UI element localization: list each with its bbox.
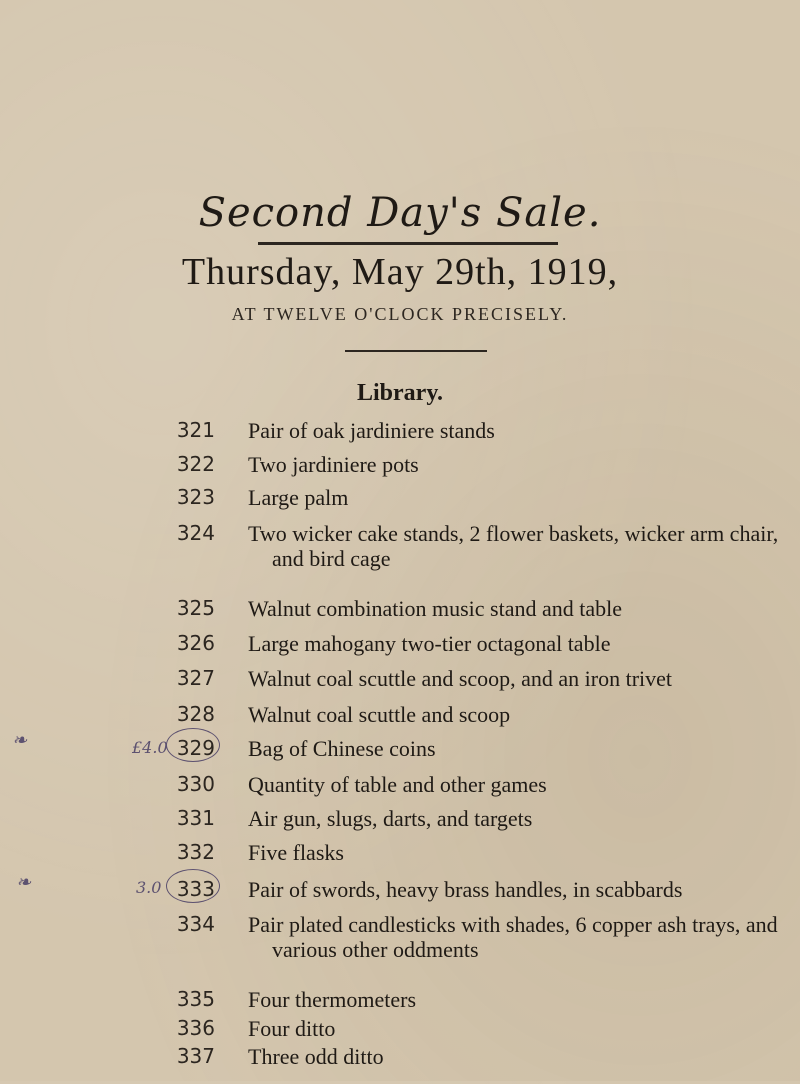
lot-description-continued: various other oddments xyxy=(272,937,479,962)
lot-item xyxy=(0,596,800,636)
lot-description-line: Pair plated candlesticks with shades, 6 copper ash trays, and xyxy=(248,912,778,937)
lot-item xyxy=(0,736,800,776)
lot-description: Quantity of table and other games xyxy=(248,772,547,797)
sale-time: AT TWELVE O'CLOCK PRECISELY. xyxy=(231,304,569,324)
lot-description: Bag of Chinese coins xyxy=(248,736,436,761)
lot-number: 331 xyxy=(176,806,215,830)
lot-329-circle xyxy=(166,728,220,762)
time-rule xyxy=(345,350,487,352)
lot-description: Four ditto xyxy=(248,1016,336,1041)
lot-333-price-note: 3.0 xyxy=(136,878,162,897)
lot-item xyxy=(0,912,800,972)
lot-333-margin-mark-icon: ❧ xyxy=(16,872,32,893)
lot-329-price-note: £4.0 xyxy=(132,738,168,757)
lot-description-line: Two wicker cake stands, 2 flower baskets, wicker arm chair, xyxy=(248,521,779,546)
lot-item xyxy=(0,1044,800,1084)
lot-item xyxy=(0,631,800,671)
title-rule xyxy=(258,242,558,245)
lot-description: Three odd ditto xyxy=(248,1044,384,1069)
lot-number: 333 xyxy=(176,877,215,901)
lot-description: Walnut combination music stand and table xyxy=(248,596,622,621)
lot-number: 334 xyxy=(176,912,215,936)
lot-number: 324 xyxy=(176,521,215,545)
lot-number: 330 xyxy=(176,772,215,796)
lot-description: Walnut coal scuttle and scoop, and an iron trivet xyxy=(248,666,673,691)
lot-item xyxy=(0,840,800,880)
lot-number: 323 xyxy=(176,485,215,509)
lot-item xyxy=(0,521,800,581)
lot-description: Air gun, slugs, darts, and targets xyxy=(248,806,533,831)
lot-description-continued: and bird cage xyxy=(272,546,391,571)
sale-title: Second Day's Sale. xyxy=(198,190,602,236)
section-heading: Library. xyxy=(356,380,443,406)
lot-description: Two jardiniere pots xyxy=(248,452,419,477)
lot-number: 327 xyxy=(176,666,215,690)
lot-description: Five flasks xyxy=(248,840,344,865)
lot-number: 328 xyxy=(176,702,215,726)
lot-number: 335 xyxy=(176,987,215,1011)
sale-date: Thursday, May 29th, 1919, xyxy=(181,251,619,293)
lot-description: Four thermometers xyxy=(248,987,417,1012)
lot-description: Pair of swords, heavy brass handles, in scabbards xyxy=(248,877,683,902)
lot-description: Large mahogany two-tier octagonal table xyxy=(248,631,611,656)
lot-number: 326 xyxy=(176,631,215,655)
lot-number: 332 xyxy=(176,840,215,864)
lot-item xyxy=(0,877,800,917)
lot-number: 321 xyxy=(176,418,215,442)
lot-description xyxy=(248,912,793,962)
lot-number: 325 xyxy=(176,596,215,620)
lot-333-circle xyxy=(166,869,220,903)
lot-description: Walnut coal scuttle and scoop xyxy=(248,702,511,727)
lot-item xyxy=(0,666,800,706)
lot-329-margin-mark-icon: ❧ xyxy=(12,730,28,751)
lot-number: 322 xyxy=(176,452,215,476)
lot-number: 329 xyxy=(176,736,215,760)
lot-description: Pair of oak jardiniere stands xyxy=(248,418,495,443)
lot-item xyxy=(0,485,800,525)
lot-number: 336 xyxy=(176,1016,215,1040)
lot-description xyxy=(248,521,793,571)
lot-description: Large palm xyxy=(248,485,349,510)
lot-number: 337 xyxy=(176,1044,215,1068)
